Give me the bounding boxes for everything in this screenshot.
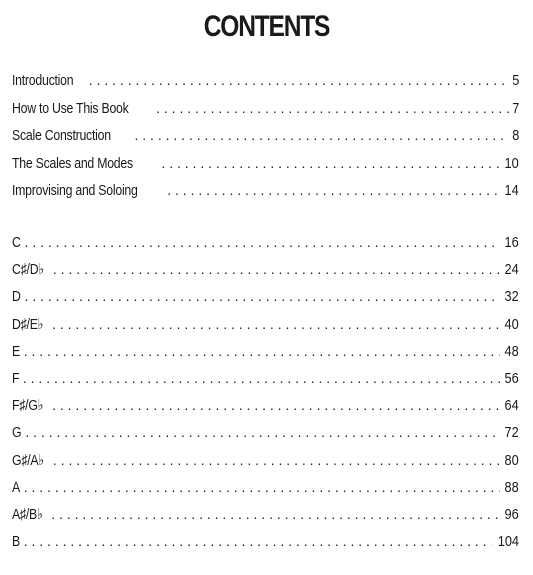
toc-entry-label: A♯/B♭ <box>12 505 43 523</box>
toc-entry-label: How to Use This Book <box>12 99 129 117</box>
toc-entry[interactable] <box>12 98 519 126</box>
toc-keys <box>12 232 519 558</box>
toc-entry-label: A <box>12 478 20 496</box>
toc-entry-page: 16 <box>504 234 519 251</box>
dot-leader <box>53 450 500 470</box>
toc-entry-page: 80 <box>504 451 519 469</box>
toc-entry[interactable] <box>12 504 519 531</box>
toc-entry-label: The Scales and Modes <box>12 154 133 172</box>
toc-entry-page: 24 <box>504 261 519 279</box>
dot-leader <box>156 98 509 118</box>
dot-leader <box>53 259 500 279</box>
toc-entry-page: 14 <box>504 182 519 199</box>
dot-leader <box>52 314 500 334</box>
dot-leader <box>24 477 501 497</box>
dot-leader <box>167 180 500 200</box>
toc-entry[interactable] <box>12 531 519 558</box>
toc-entry-page: 5 <box>511 72 519 89</box>
dot-leader <box>24 531 492 551</box>
toc-entry-page: 40 <box>504 315 519 333</box>
dot-leader <box>24 341 501 361</box>
dot-leader <box>23 368 500 388</box>
toc-entry-page: 96 <box>504 505 519 523</box>
toc-entry-label: E <box>12 342 20 360</box>
toc-entry-label: C♯/D♭ <box>12 261 44 279</box>
toc-entry-page: 88 <box>504 478 519 496</box>
dot-leader <box>52 395 500 415</box>
toc-entry-label: D♯/E♭ <box>12 315 44 333</box>
toc-entry-label: B <box>12 533 20 551</box>
toc-entry-label: F♯/G♭ <box>12 397 44 415</box>
toc-entry[interactable] <box>12 341 519 368</box>
toc-entry-label: F <box>12 369 20 387</box>
toc-entry[interactable] <box>12 395 519 422</box>
toc-entry-page: 32 <box>504 288 519 306</box>
toc-entry-page: 72 <box>504 424 519 442</box>
toc-entry-label: Introduction <box>12 72 74 89</box>
toc-entry-label: Improvising and Soloing <box>12 182 138 199</box>
toc-entry[interactable] <box>12 477 519 504</box>
dot-leader <box>25 422 500 442</box>
toc-entry[interactable] <box>12 180 519 208</box>
toc-entry[interactable] <box>12 450 519 477</box>
toc-entry-label: G♯/A♭ <box>12 451 44 469</box>
dot-leader <box>135 125 509 145</box>
toc-entry[interactable] <box>12 314 519 341</box>
dot-leader <box>25 286 501 306</box>
toc-entry-label: G <box>12 424 22 442</box>
toc-entry-label: D <box>12 288 21 306</box>
toc-entry[interactable] <box>12 125 519 153</box>
toc-front-matter <box>12 70 519 208</box>
toc-entry-page: 64 <box>504 397 519 415</box>
toc-entry[interactable] <box>12 422 519 449</box>
toc-entry-page: 104 <box>497 533 519 551</box>
toc-entry-page: 8 <box>511 127 519 144</box>
toc-entry-label: C <box>12 234 21 251</box>
toc-entry[interactable] <box>12 368 519 395</box>
toc-entry[interactable] <box>12 259 519 286</box>
dot-leader <box>161 153 500 173</box>
toc-entry[interactable] <box>12 70 519 98</box>
toc-entry-label: Scale Construction <box>12 127 111 144</box>
toc-entry[interactable] <box>12 232 519 259</box>
page-title: CONTENTS <box>203 10 330 43</box>
toc-entry-page: 48 <box>504 342 519 360</box>
toc-entry-page: 56 <box>504 369 519 387</box>
dot-leader <box>25 232 501 252</box>
toc-entry[interactable] <box>12 153 519 181</box>
toc-entry-page: 7 <box>511 99 519 117</box>
toc-entry-page: 10 <box>504 154 519 172</box>
dot-leader <box>89 70 509 90</box>
toc-entry[interactable] <box>12 286 519 313</box>
dot-leader <box>51 504 500 524</box>
